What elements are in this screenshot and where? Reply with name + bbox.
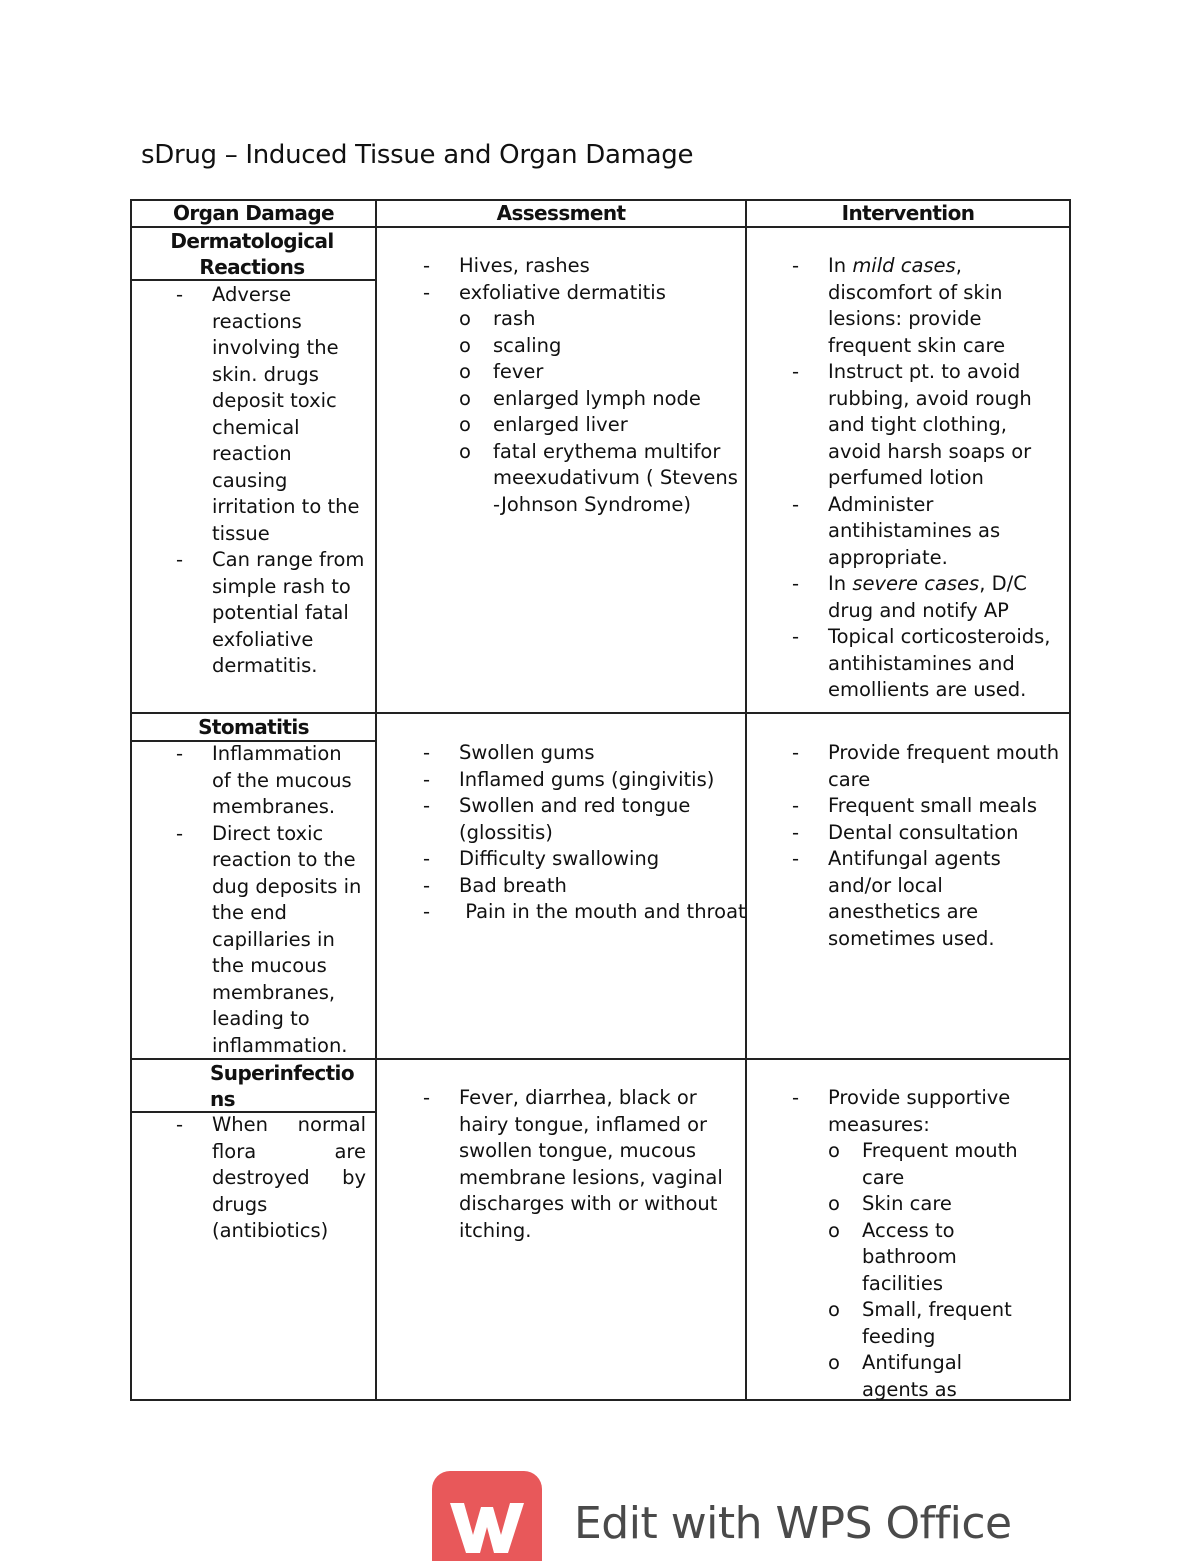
sublist-item: o Small, frequent feeding [828, 1297, 1028, 1350]
organ-name-stomatitis: Stomatitis [198, 715, 309, 739]
list-item: - Inflammation of the mucous membranes. [176, 741, 366, 821]
list-item: - Swollen and red tongue (glossitis) [423, 793, 738, 846]
intervention-list [792, 1085, 1064, 1403]
assessment-list [423, 740, 746, 926]
intervention-sublist [828, 1138, 1028, 1403]
sublist-item: o fever [459, 359, 738, 386]
list-item [792, 253, 1064, 359]
emphasis-mild-cases: mild cases [852, 254, 956, 277]
header-intervention: Intervention [841, 201, 975, 225]
column-separator [375, 199, 377, 1401]
list-item: - Antifungal agents and/or local anesthetics are sometimes used. [792, 846, 1062, 952]
intervention-list [792, 740, 1062, 952]
sublist-item: o Skin care [828, 1191, 1028, 1218]
wps-logo-icon [432, 1471, 542, 1561]
list-item [792, 1085, 1064, 1403]
list-item: - Direct toxic reaction to the dug deposits in the end capillaries in the mucous membranes, leading to inflammation. [176, 821, 366, 1060]
organ-name-superinfections: Superinfections [210, 1061, 354, 1111]
sublist-item: o enlarged liver [459, 412, 738, 439]
list-item: - Provide frequent mouth care [792, 740, 1062, 793]
column-separator [745, 199, 747, 1401]
assessment-list [423, 253, 738, 518]
organ-name-dermatological: Dermatological Reactions [170, 229, 334, 279]
sublist-item: o Frequent mouth care [828, 1138, 1028, 1191]
list-item [792, 571, 1064, 624]
list-item-text: In [828, 254, 853, 277]
list-item-text: In [828, 572, 853, 595]
sublist-item: o Access to bathroom facilities [828, 1218, 1028, 1298]
list-item: - Can range from simple rash to potential fatal exfoliative dermatitis. [176, 547, 366, 680]
list-item: - Difficulty swallowing [423, 846, 738, 873]
list-item-label: exfoliative dermatitis [459, 280, 666, 304]
list-item: - Frequent small meals [792, 793, 1062, 820]
organ-description-list [176, 741, 366, 1059]
list-item-text: , discomfort of skin lesions: provide frequent skin care [828, 254, 1006, 357]
assessment-list [423, 1085, 738, 1244]
table-border-right [1069, 199, 1071, 1401]
sublist-item: o Antifungal agents as [828, 1350, 1028, 1403]
assessment-sublist [459, 306, 738, 518]
list-item: - Inflamed gums (gingivitis) [423, 767, 738, 794]
list-item-label: Provide supportive measures: [828, 1086, 1011, 1136]
sublist-item: o rash [459, 306, 738, 333]
sublist-item: o enlarged lymph node [459, 386, 738, 413]
sublist-item: o fatal erythema multiformeexudativum ( Stevens-Johnson Syndrome) [459, 439, 738, 519]
list-item: - Fever, diarrhea, black or hairy tongue, inflamed or swollen tongue, mucous membrane lesions, vaginal discharges with or without itching. [423, 1085, 738, 1244]
list-item: - Pain in the mouth and throat [423, 899, 738, 926]
list-item: - Dental consultation [792, 820, 1062, 847]
table-border-left [130, 199, 132, 1401]
intervention-list [792, 253, 1064, 704]
wps-watermark-text: Edit with WPS Office [574, 1498, 1012, 1549]
page-title: sDrug – Induced Tissue and Organ Damage [141, 140, 694, 170]
emphasis-severe-cases: severe cases [852, 572, 980, 595]
list-item: - Topical corticosteroids, antihistamines and emollients are used. [792, 624, 1064, 704]
list-item: - Swollen gums [423, 740, 738, 767]
organ-description-list [176, 282, 366, 680]
wps-logo [432, 1471, 542, 1561]
header-organ-damage: Organ Damage [173, 201, 334, 225]
list-item: - Administer antihistamines as appropriate. [792, 492, 1064, 572]
list-item: - Adverse reactions involving the skin. drugs deposit toxic chemical reaction causing irritation to the tissue [176, 282, 366, 547]
list-item: - Hives, rashes [423, 253, 738, 280]
organ-description-list [176, 1112, 366, 1245]
list-item-text: , D/C drug and notify AP [828, 572, 1027, 622]
list-item: - Bad breath [423, 873, 738, 900]
list-item: - Instruct pt. to avoid rubbing, avoid rough and tight clothing, avoid harsh soaps or perfumed lotion [792, 359, 1064, 492]
header-assessment: Assessment [496, 201, 626, 225]
list-item [423, 280, 738, 519]
list-item: - When normal flora are destroyed by drugs (antibiotics) [176, 1112, 366, 1245]
sublist-item: o scaling [459, 333, 738, 360]
